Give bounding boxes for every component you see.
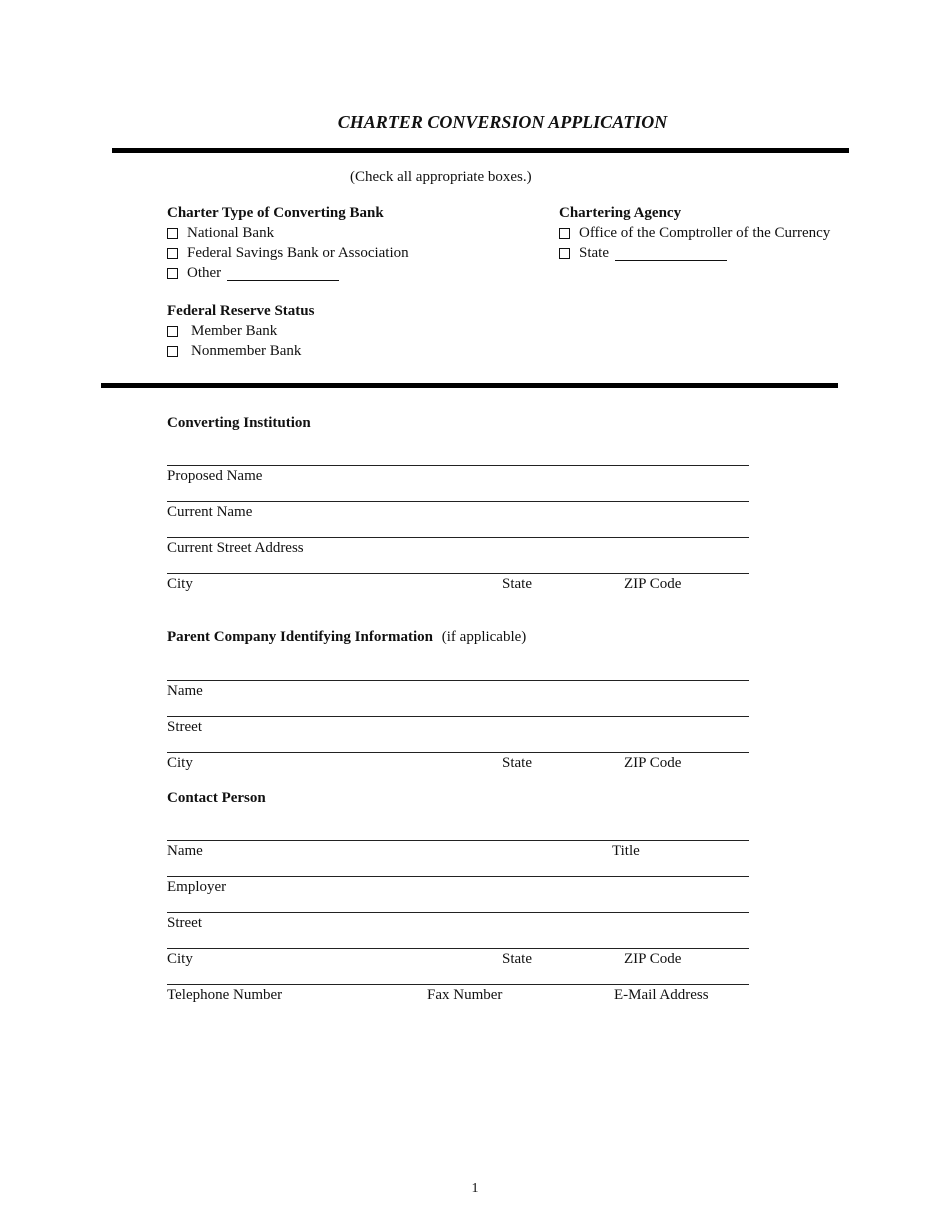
- section-divider: [101, 383, 838, 388]
- option-nonmember-bank[interactable]: [167, 343, 314, 360]
- checkbox-occ[interactable]: [559, 228, 570, 239]
- checkbox-other[interactable]: [167, 268, 178, 279]
- current-street-field[interactable]: [167, 537, 749, 538]
- chartering-agency-section: [559, 205, 830, 262]
- contact-title-label: Title: [612, 843, 640, 859]
- contact-name-label: Name: [167, 843, 203, 859]
- option-label: Office of the Comptroller of the Currency: [579, 225, 831, 241]
- checkbox-national-bank[interactable]: [167, 228, 178, 239]
- parent-name-label: Name: [167, 683, 203, 699]
- institution-city-state-zip-field[interactable]: [167, 573, 749, 574]
- parent-street-field[interactable]: [167, 716, 749, 717]
- option-member-bank[interactable]: [167, 323, 314, 340]
- contact-telephone-label: Telephone Number: [167, 987, 283, 1003]
- option-federal-savings[interactable]: [167, 245, 409, 262]
- option-occ[interactable]: [559, 225, 830, 242]
- parent-name-field[interactable]: [167, 680, 749, 681]
- checkbox-member-bank[interactable]: [167, 326, 178, 337]
- contact-employer-label: Employer: [167, 879, 227, 895]
- option-label: Federal Savings Bank or Association: [187, 245, 409, 261]
- contact-fax-label: Fax Number: [427, 987, 503, 1003]
- parent-street-label: Street: [167, 719, 202, 735]
- parent-city-label: City: [167, 755, 193, 771]
- parent-company-note: (if applicable): [441, 629, 527, 645]
- institution-zip-label: ZIP Code: [624, 576, 682, 592]
- parent-state-label: State: [502, 755, 532, 771]
- checkbox-federal-savings[interactable]: [167, 248, 178, 259]
- charter-type-heading: Charter Type of Converting Bank: [167, 205, 384, 221]
- proposed-name-field[interactable]: [167, 465, 749, 466]
- parent-city-state-zip-field[interactable]: [167, 752, 749, 753]
- option-label: National Bank: [187, 225, 275, 241]
- parent-company-heading: Parent Company Identifying Information: [167, 629, 433, 645]
- contact-email-label: E-Mail Address: [614, 987, 709, 1003]
- option-state[interactable]: [559, 245, 830, 262]
- option-label: Nonmember Bank: [191, 343, 302, 359]
- page-title: CHARTER CONVERSION APPLICATION: [337, 112, 668, 132]
- contact-zip-label: ZIP Code: [624, 951, 682, 967]
- converting-institution-heading: Converting Institution: [167, 415, 311, 431]
- current-name-field[interactable]: [167, 501, 749, 502]
- charter-type-section: [167, 205, 409, 282]
- page-number: 1: [471, 1181, 479, 1196]
- contact-employer-field[interactable]: [167, 876, 749, 877]
- contact-person-heading: Contact Person: [167, 790, 266, 806]
- option-national-bank[interactable]: [167, 225, 409, 242]
- current-street-label: Current Street Address: [167, 540, 304, 556]
- proposed-name-label: Proposed Name: [167, 468, 263, 484]
- chartering-agency-heading: Chartering Agency: [559, 205, 682, 221]
- state-agency-field[interactable]: [615, 247, 727, 261]
- option-label: Other: [187, 265, 222, 281]
- federal-reserve-heading: Federal Reserve Status: [167, 303, 315, 319]
- top-divider: [112, 148, 849, 153]
- instruction-note: (Check all appropriate boxes.): [350, 169, 532, 185]
- contact-city-label: City: [167, 951, 193, 967]
- checkbox-nonmember-bank[interactable]: [167, 346, 178, 357]
- contact-street-field[interactable]: [167, 912, 749, 913]
- option-label: Member Bank: [191, 323, 278, 339]
- contact-state-label: State: [502, 951, 532, 967]
- current-name-label: Current Name: [167, 504, 253, 520]
- federal-reserve-section: [167, 303, 314, 360]
- institution-city-label: City: [167, 576, 193, 592]
- institution-state-label: State: [502, 576, 532, 592]
- parent-zip-label: ZIP Code: [624, 755, 682, 771]
- contact-phone-fax-email-field[interactable]: [167, 984, 749, 985]
- contact-name-title-field[interactable]: [167, 840, 749, 841]
- contact-city-state-zip-field[interactable]: [167, 948, 749, 949]
- checkbox-state[interactable]: [559, 248, 570, 259]
- contact-street-label: Street: [167, 915, 202, 931]
- option-label: State: [579, 245, 609, 261]
- other-charter-field[interactable]: [227, 267, 339, 281]
- parent-company-heading-row: [167, 629, 526, 646]
- option-other[interactable]: [167, 265, 409, 282]
